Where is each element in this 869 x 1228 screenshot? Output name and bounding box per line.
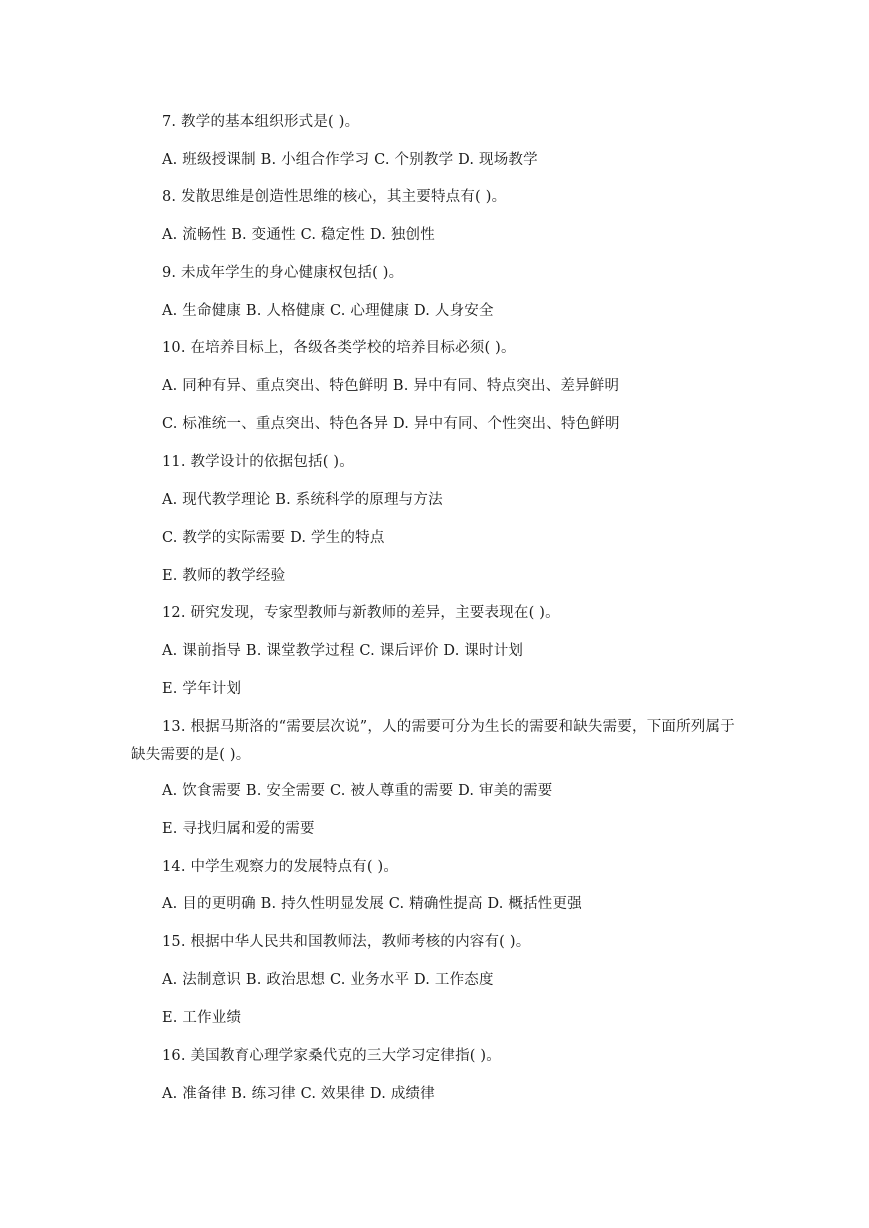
question-13-option-e: E. 寻找归属和爱的需要 [162,821,315,837]
question-15-options: A. 法制意识 B. 政治思想 C. 业务水平 D. 工作态度 [162,972,494,988]
question-11-options-ab: A. 现代教学理论 B. 系统科学的原理与方法 [162,492,443,508]
question-10-options-cd: C. 标准统一、重点突出、特色各异 D. 异中有同、个性突出、特色鲜明 [162,416,620,432]
question-10: 10. 在培养目标上，各级各类学校的培养目标必须( )。 [162,340,516,356]
question-16: 16. 美国教育心理学家桑代克的三大学习定律指( )。 [162,1048,501,1064]
question-15: 15. 根据中华人民共和国教师法，教师考核的内容有( )。 [162,934,531,950]
question-12: 12. 研究发现，专家型教师与新教师的差异，主要表现在( )。 [162,605,560,621]
question-12-options: A. 课前指导 B. 课堂教学过程 C. 课后评价 D. 课时计划 [162,643,524,659]
question-16-options: A. 准备律 B. 练习律 C. 效果律 D. 成绩律 [162,1086,435,1102]
question-15-option-e: E. 工作业绩 [162,1010,242,1026]
question-7: 7. 教学的基本组织形式是( )。 [162,114,360,130]
question-11: 11. 教学设计的依据包括( )。 [162,454,354,470]
question-7-options: A. 班级授课制 B. 小组合作学习 C. 个别教学 D. 现场教学 [162,152,538,168]
question-14-options: A. 目的更明确 B. 持久性明显发展 C. 精确性提高 D. 概括性更强 [162,896,582,912]
question-14: 14. 中学生观察力的发展特点有( )。 [162,859,399,875]
question-13: 13. 根据马斯洛的“需要层次说”，人的需要可分为生长的需要和缺失需要，下面所列属于缺失需要的是( )。 [131,719,735,763]
question-13-options: A. 饮食需要 B. 安全需要 C. 被人尊重的需要 D. 审美的需要 [162,783,553,799]
question-12-option-e: E. 学年计划 [162,681,242,697]
question-9-options: A. 生命健康 B. 人格健康 C. 心理健康 D. 人身安全 [162,303,494,319]
question-11-options-cd: C. 教学的实际需要 D. 学生的特点 [162,530,385,546]
question-8-options: A. 流畅性 B. 变通性 C. 稳定性 D. 独创性 [162,227,435,243]
question-10-options-ab: A. 同种有异、重点突出、特色鲜明 B. 异中有同、特点突出、差异鲜明 [162,378,620,394]
question-8: 8. 发散思维是创造性思维的核心，其主要特点有( )。 [162,189,507,205]
question-9: 9. 未成年学生的身心健康权包括( )。 [162,265,404,281]
question-11-option-e: E. 教师的教学经验 [162,568,286,584]
